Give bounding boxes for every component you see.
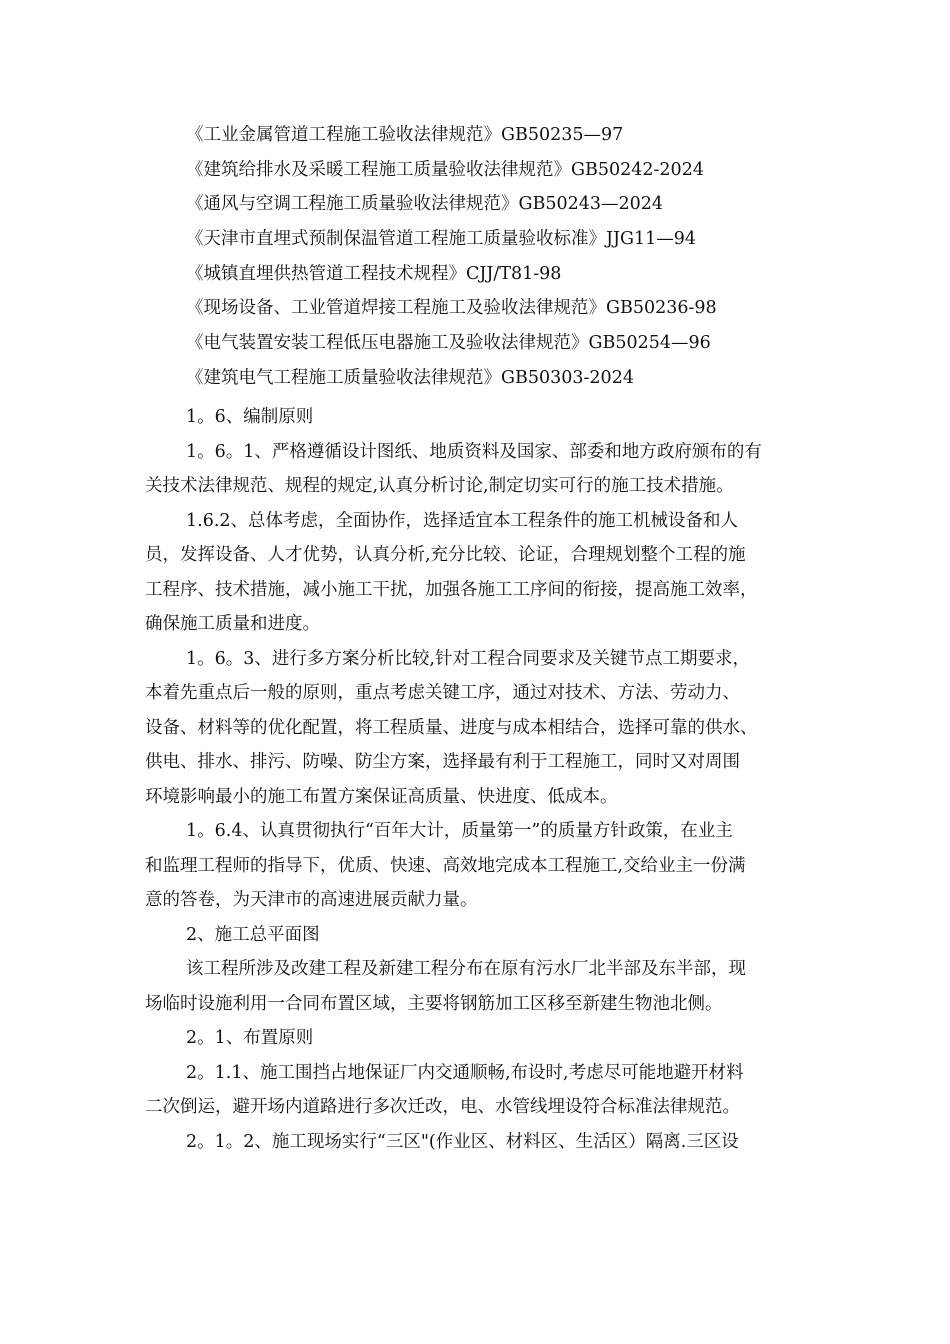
paragraph-line: 意的答卷，为天津市的高速进展贡献力量。 xyxy=(145,890,478,910)
paragraph-2-intro xyxy=(145,952,835,1021)
paragraph-line: 2。1.1、施工围挡占地保证厂内交通顺畅,布设时,考虑尽可能地避开材料 xyxy=(186,1062,744,1083)
paragraph-line: 工程序、技术措施，减小施工干扰，加强各施工工序间的衔接，提高施工效率， xyxy=(145,579,758,600)
paragraph-line: 2。1。2、施工现场实行“三区"(作业区、材料区、生活区）隔离.三区设 xyxy=(186,1131,739,1152)
paragraph-line: 本着先重点后一般的原则，重点考虑关键工序，通过对技术、方法、劳动力、 xyxy=(145,683,740,703)
paragraph-line: 1。6。3、进行多方案分析比较,针对工程合同要求及关键节点工期要求， xyxy=(186,648,750,669)
paragraph-line: 环境影响最小的施工布置方案保证高质量、快进度、低成本。 xyxy=(145,786,618,807)
reference-item: 《通风与空调工程施工质量验收法律规范》GB50243—2024 xyxy=(186,194,664,215)
paragraph-1-6-3 xyxy=(145,642,835,815)
reference-item: 《建筑电气工程施工质量验收法律规范》GB50303-2024 xyxy=(186,367,634,388)
paragraph-line: 二次倒运，避开场内道路进行多次迁改，电、水管线埋设符合标准法律规范。 xyxy=(145,1097,740,1117)
paragraph-line: 1。6.4、认真贯彻执行“百年大计，质量第一”的质量方针政策，在业主 xyxy=(186,821,733,841)
reference-item: 《城镇直埋供热管道工程技术规程》CJJ/T81-98 xyxy=(186,263,562,284)
paragraph-2-1-1 xyxy=(145,1056,835,1125)
reference-item: 《现场设备、工业管道焊接工程施工及验收法律规范》GB50236-98 xyxy=(186,298,717,319)
reference-standards-list xyxy=(186,124,886,402)
paragraph-line: 该工程所涉及改建工程及新建工程分布在原有污水厂北半部及东半部，现 xyxy=(186,959,746,979)
reference-item: 《天津市直埋式预制保温管道工程施工质量验收标准》JJG11—94 xyxy=(186,229,697,250)
paragraph-2-1-2 xyxy=(145,1125,835,1160)
section-heading-2-1: 2。1、布置原则 xyxy=(186,1028,314,1048)
paragraph-line: 1.6.2、总体考虑，全面协作，选择适宜本工程条件的施工机械设备和人 xyxy=(186,510,739,531)
reference-item: 《电气装置安装工程低压电器施工及验收法律规范》GB50254—96 xyxy=(186,333,711,354)
paragraph-line: 场临时设施利用一合同布置区域，主要将钢筋加工区移至新建生物池北侧。 xyxy=(145,993,723,1014)
paragraph-1-6-1 xyxy=(145,435,835,504)
paragraph-1-6-4 xyxy=(145,814,835,918)
paragraph-line: 和监理工程师的指导下，优质、快速、高效地完成本工程施工,交给业主一份满 xyxy=(145,855,746,876)
paragraph-line: 员，发挥设备、人才优势，认真分析,充分比较、论证，合理规划整个工程的施 xyxy=(145,545,746,565)
body-text xyxy=(145,400,835,1159)
paragraph-line: 1。6。1、严格遵循设计图纸、地质资料及国家、部委和地方政府颁布的有 xyxy=(186,441,762,462)
section-heading-2: 2、施工总平面图 xyxy=(186,924,320,945)
reference-item: 《工业金属管道工程施工验收法律规范》GB50235—97 xyxy=(186,125,624,145)
paragraph-line: 供电、排水、排污、防噪、防尘方案，选择最有利于工程施工，同时又对周围 xyxy=(145,752,740,772)
paragraph-1-6-2 xyxy=(145,504,835,642)
paragraph-line: 设备、材料等的优化配置，将工程质量、进度与成本相结合，选择可靠的供水、 xyxy=(145,717,758,738)
section-heading-1-6: 1。6、编制原则 xyxy=(186,407,314,427)
reference-item: 《建筑给排水及采暖工程施工质量验收法律规范》GB50242-2024 xyxy=(186,159,704,180)
paragraph-line: 确保施工质量和进度。 xyxy=(145,614,320,634)
paragraph-line: 关技术法律规范、规程的规定,认真分析讨论,制定切实可行的施工技术措施。 xyxy=(145,476,734,496)
